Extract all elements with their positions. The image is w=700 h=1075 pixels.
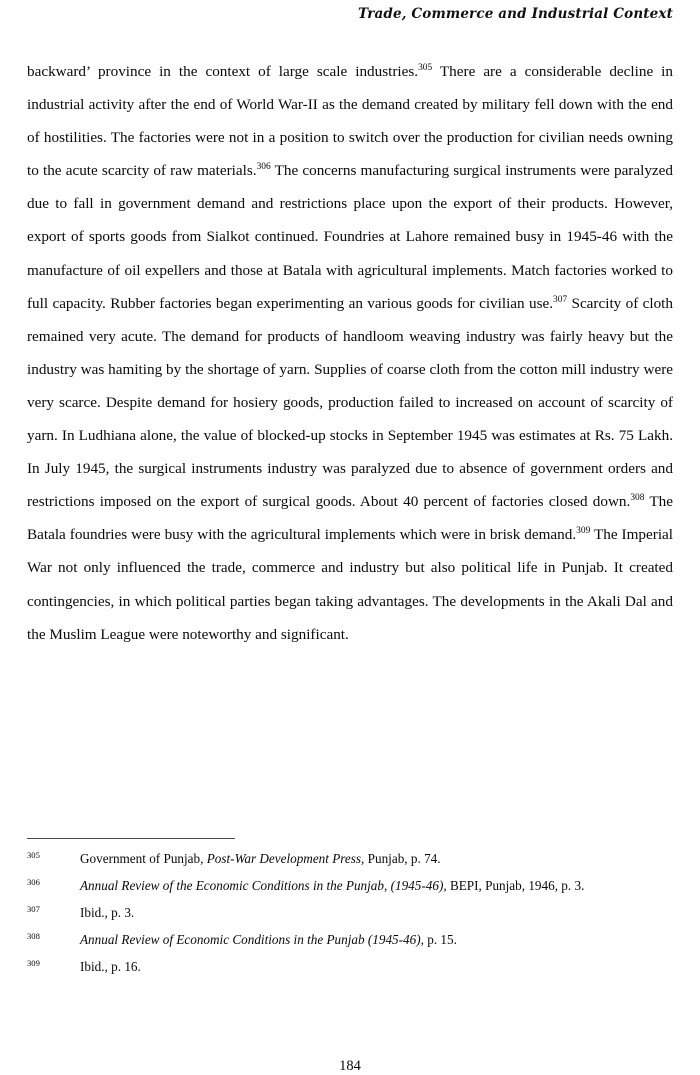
footnote-text-run: p. 15. — [423, 932, 457, 947]
footnote-entry-309 — [27, 957, 673, 977]
footnote-reference-308[interactable]: 308 — [630, 493, 645, 504]
footnote-reference-305[interactable]: 305 — [418, 62, 433, 73]
footnote-text-run: Ibid., p. 16. — [80, 959, 141, 974]
body-text-run: backward’ province in the context of large scale industries. — [27, 63, 419, 80]
page-number: 184 — [339, 1058, 361, 1074]
footnote-text-run: BEPI, Punjab, 1946, p. 3. — [446, 878, 585, 893]
running-header: Trade, Commerce and Industrial Context — [358, 6, 673, 22]
footnote-text-309 — [80, 959, 141, 974]
footnote-separator-rule — [27, 838, 235, 839]
footnote-number-309: 309 — [27, 958, 40, 968]
footnote-entry-306 — [27, 876, 673, 896]
footnote-text-run: (1945-46), — [390, 878, 447, 893]
footnote-text-308 — [80, 932, 457, 947]
footnote-text-run: Ibid., p. 3. — [80, 905, 135, 920]
footnote-text-run: Government of Punjab, — [80, 851, 207, 866]
body-paragraph — [27, 55, 673, 651]
body-text-run: There are a considerable decline in industrial activity after the end of World War-II as the demand created by military fell down with the end of hostilities. The factories were not in a position to switch over the production for civilian needs owning to the acute scarcity of raw materials. — [27, 63, 673, 180]
footnote-reference-307[interactable]: 307 — [553, 294, 568, 305]
footnote-text-run: , — [384, 878, 391, 893]
footnote-reference-306[interactable]: 306 — [256, 162, 271, 173]
body-text-run: The Imperial War not only influenced the trade, commerce and industry but also political life in Punjab. It created contingencies, in which political parties began taking advantages. The developments in the Akali Dal and the Muslim League were noteworthy and significant. — [27, 526, 673, 643]
footnote-entry-307 — [27, 903, 673, 923]
footnote-area — [27, 838, 673, 977]
footnote-number-308: 308 — [27, 931, 40, 941]
body-text-block — [27, 55, 673, 651]
footnote-text-307 — [80, 905, 134, 920]
footnote-text-run: Annual Review of the Economic Conditions in the Punjab — [80, 878, 384, 893]
footnote-entry-305 — [27, 849, 673, 869]
footnote-text-306 — [80, 878, 584, 893]
footnote-list — [27, 849, 673, 977]
body-text-run: The Batala foundries were busy with the agricultural implements which were in brisk demand. — [27, 493, 673, 544]
footnote-number-305: 305 — [27, 850, 40, 860]
footnote-number-307: 307 — [27, 904, 40, 914]
footnote-text-run: Post-War Development Press, — [206, 851, 365, 866]
body-text-run: The concerns manufacturing surgical instruments were paralyzed due to fall in government demand and restrictions place upon the export of their products. However, export of sports goods from Sialkot continued. Foundries at Lahore remained busy in 1945-46 with the manufacture of oil expellers and those at Batala with agricultural implements. Match factories worked to full capacity. Rubber factories began experimenting an various goods for civilian use. — [27, 162, 673, 312]
footnote-text-run: Punjab, p. 74. — [364, 851, 441, 866]
footnote-reference-309[interactable]: 309 — [576, 526, 591, 537]
footnote-number-306: 306 — [27, 877, 40, 887]
footnote-text-run: Annual Review of Economic Conditions in the Punjab (1945-46), — [80, 932, 424, 947]
footnote-entry-308 — [27, 930, 673, 950]
footnote-text-305 — [80, 851, 441, 866]
body-text-run: Scarcity of cloth remained very acute. The demand for products of handloom weaving industry was fairly heavy but the industry was hamiting by the shortage of yarn. Supplies of coarse cloth from the cotton mill industry were very scarce. Despite demand for hosiery goods, production failed to increased on account of scarcity of yarn. In Ludhiana alone, the value of blocked-up stocks in September 1945 was estimates at Rs. 75 Lakh. In July 1945, the surgical instruments industry was paralyzed due to absence of government orders and restrictions imposed on the export of surgical goods. About 40 percent of factories closed down. — [27, 294, 673, 511]
